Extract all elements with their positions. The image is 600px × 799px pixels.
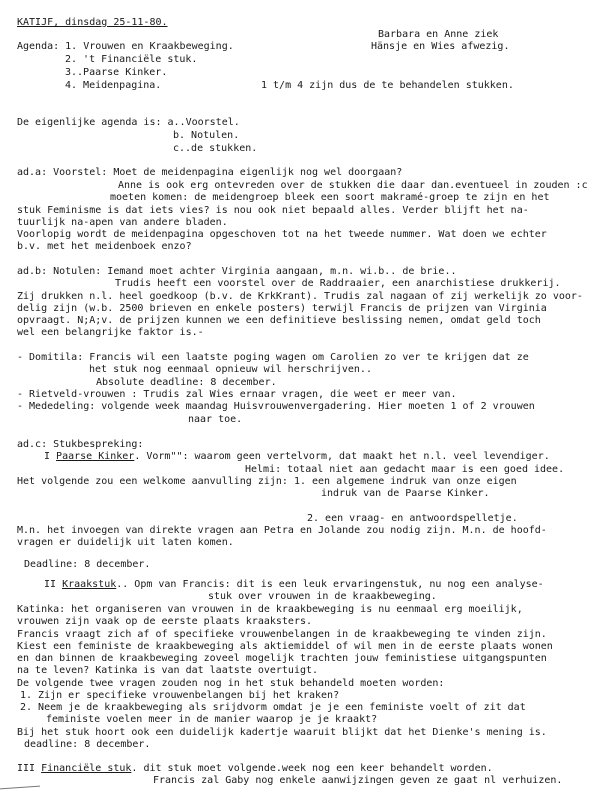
financieel-cont: Francis zal Gaby nog enkele aanwijzingen geven ze gaat nl verhuizen. [153, 775, 563, 786]
financieel-prefix: III [17, 763, 42, 774]
kraakstuk-cont: stuk over vrouwen in de kraakbeweging. [208, 591, 437, 602]
kraak-line-3: Kiest een feministe de kraakbeweging als aktiemiddel of wil men in de eerste plaats wonen [17, 641, 553, 652]
ada-line-4: tuurlijk na-apen van andere bladen. [17, 217, 228, 228]
paarse-kinker-title: Paarse Kinker [56, 451, 135, 462]
kraak-question-2-cont: feministe voelen meer in de manier waarop je je kraakt? [46, 714, 378, 725]
bullet-rietveld: - Rietveld-vrouwen : Trudis zal Wies ernaar vragen, die weet er meer van. [17, 389, 457, 400]
kraak-line-0: Katinka: het organiseren van vrouwen in de kraakbeweging is nu eenmaal erg moeilijk, [17, 604, 523, 615]
helmi-line: Helmi: totaal niet aan gedacht maar is een goed idee. [245, 464, 565, 475]
paarse-kinker-line [44, 451, 550, 463]
ada-line-1: Anne is ook erg ontevreden over de stukken die daar dan.eventueel in zouden :c [118, 180, 588, 191]
adc-heading: ad.c: Stukbespreking: [17, 439, 144, 450]
addition-1b: indruk van de Paarse Kinker. [321, 488, 490, 499]
real-agenda-c: c..de stukken. [173, 143, 258, 154]
bullet-deadline: Absolute deadline: 8 december. [96, 377, 277, 388]
kraak-line-10: Bij het stuk hoort ook een duidelijk kadertje waaruit blijkt dat het Dienke's mening is. [17, 727, 547, 738]
agenda-item-1: Agenda: 1. Vrouwen en Kraakbeweging. [17, 41, 234, 52]
bullet-mededeling: - Mededeling: volgende week maandag Huisvrouwenvergadering. Hier moeten 1 of 2 vrouwen [17, 401, 535, 412]
ada-line-3: stuk Feminisme is dat iets vies? is nou ook niet bepaald alles. Verder blijft het na- [17, 205, 529, 216]
petra-line-1: M.n. het invoegen van direkte vragen aan Petra en Jolande zou nodig zijn. M.n. de hoofd- [17, 525, 547, 536]
kraak-deadline: deadline: 8 december. [24, 739, 151, 750]
agenda-note: 1 t/m 4 zijn dus de te behandelen stukken. [261, 80, 514, 91]
kraak-line-5: na te leven? Katinka is van dat laatste overtuigt. [17, 665, 319, 676]
kraak-line-6: De volgende twee vragen zouden nog in het stuk behandeld moeten worden: [17, 678, 445, 689]
adb-line-1: Trudis heeft een voorstel over de Raddraaier, een anarchistiese drukkerij. [115, 278, 561, 289]
agenda-item-3: 3..Paarse Kinker. [65, 67, 168, 78]
adb-line-5: wel een belangrijke faktor is.- [17, 327, 204, 338]
ada-line-0: ad.a: Voorstel: Moet de meidenpagina eigenlijk nog wel doorgaan? [17, 167, 403, 178]
kraak-question-2: 2. Neem je de kraakbeweging als srijdvorm omdat je je een feministe voelt of zit dat [20, 702, 526, 713]
adb-line-3: delig zijn (w.b. 2500 brieven en enkele posters) terwijl Francis de prijzen van Virginia [17, 303, 547, 314]
addition-1: Het volgende zou een welkome aanvulling zijn: 1. een algemene indruk van onze eigen [17, 476, 517, 487]
kraakstuk-rest: .. Opm van Francis: dit is een leuk ervaringenstuk, nu nog een analyse- [116, 579, 544, 590]
kraak-line-2: Francis vraagt zich af of specifieke vrouwenbelangen in de kraakbeweging te vinden zijn. [17, 629, 547, 640]
agenda-item-2: 2. 't Financiële stuk. [65, 54, 198, 65]
ada-line-2: moeten komen: de meidengroep bleek een soort makramé-groep te zijn en het [110, 192, 550, 203]
ada-line-5: Voorlopig wordt de meidenpagina opgeschoven tot na het tweede nummer. Wat doen we echter [17, 229, 547, 240]
bullet-domitila: - Domitila: Francis wil een laatste poging wagen om Carolien zo ver te krijgen dat ze [17, 352, 529, 363]
real-agenda-b: b. Notulen. [173, 130, 240, 141]
kraak-line-1: vrouwen zijn vaak op de eerste plaats kraaksters. [17, 616, 313, 627]
petra-line-2: vragen er duidelijk uit laten komen. [17, 537, 234, 548]
kraakstuk-line [44, 579, 544, 591]
adc-deadline: Deadline: 8 december. [24, 559, 151, 570]
bullet-domitila-cont: het stuk nog eenmaal opnieuw wil herschrijven.. [89, 364, 372, 375]
absent-line-1: Barbara en Anne ziek [378, 29, 499, 40]
financieel-rest: . dit stuk moet volgende.week nog een keer behandelt worden. [131, 763, 493, 774]
addition-2: 2. een vraag- en antwoordspelletje. [307, 513, 518, 524]
bullet-mededeling-cont: naar toe. [188, 414, 243, 425]
financieel-line [17, 763, 493, 775]
paarse-kinker-prefix: I [44, 451, 57, 462]
agenda-item-4: 4. Meidenpagina. [65, 80, 162, 91]
absent-line-2: Hänsje en Wies afwezig. [371, 41, 510, 52]
kraak-line-4: en dan binnen de kraakbeweging zoveel mogelijk trachten jouw feministiese uitgangspunten [17, 653, 547, 664]
financieel-title: Financiële stuk [41, 763, 132, 774]
kraak-question-1: 1. Zijn er specifieke vrouwenbelangen bij het kraken? [20, 690, 340, 701]
kraakstuk-prefix: II [44, 579, 63, 590]
real-agenda-a: De eigenlijke agenda is: a..Voorstel. [17, 117, 240, 128]
ada-line-6: b.v. met het meidenboek enzo? [17, 241, 192, 252]
adb-line-4: opvraagt. N;A;v. de prijzen kunnen we een definitieve beslissing nemen, omdat geld toch [17, 315, 541, 326]
adb-line-2: Zij drukken n.l. heel goedkoop (b.v. de KrkKrant). Trudis zal nagaan of zij werkelijk zo voor- [17, 291, 583, 302]
paarse-kinker-rest: . Vorm"": waarom geen vertelvorm, dat maakt het n.l. veel levendiger. [134, 451, 550, 462]
date-line: KATIJF, dinsdag 25-11-80. [17, 17, 168, 28]
stray-pen-mark [0, 786, 40, 790]
kraakstuk-title: Kraakstuk [62, 579, 117, 590]
adb-line-0: ad.b: Notulen: Iemand moet achter Virginia aangaan, m.n. wi.b.. de brie.. [17, 266, 457, 277]
